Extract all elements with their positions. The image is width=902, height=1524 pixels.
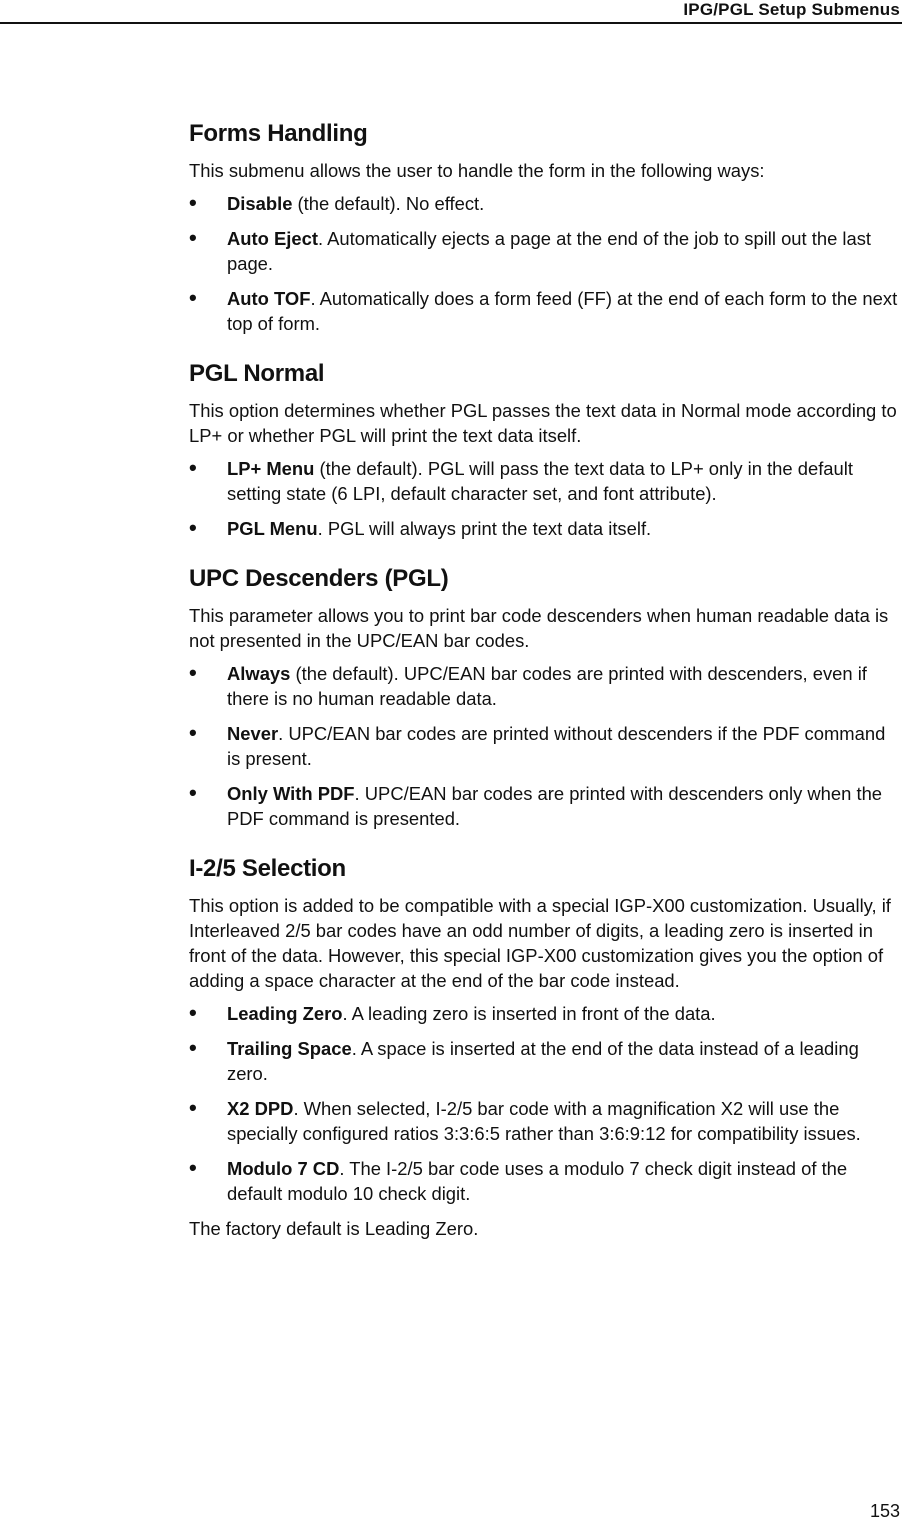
section-upc-descenders <box>189 563 899 831</box>
bullet-icon: • <box>189 285 197 310</box>
page-content <box>189 118 899 1263</box>
list-item <box>189 1036 899 1086</box>
option-term: Only With PDF <box>227 783 355 804</box>
section-intro: This option determines whether PGL passes the text data in Normal mode according to LP+ or whether PGL will print the text data itself. <box>189 400 897 446</box>
option-description: (the default). UPC/EAN bar codes are printed with descenders, even if there is no human readable data. <box>227 663 867 709</box>
section-heading: I-2/5 Selection <box>189 855 346 882</box>
section-intro: This option is added to be compatible with a special IGP-X00 customization. Usually, if Interleaved 2/5 bar codes have an odd number of digits, a leading zero is inserted in front of the data. However, this special IGP-X00 customization gives you the option of adding a space character at the end of the bar code instead. <box>189 895 891 991</box>
section-heading: UPC Descenders (PGL) <box>189 565 449 592</box>
bullet-icon: • <box>189 515 197 540</box>
option-description: . UPC/EAN bar codes are printed with descenders only when the PDF command is presented. <box>227 783 883 829</box>
bullet-icon: • <box>189 720 197 745</box>
option-term: LP+ Menu <box>227 458 315 479</box>
option-term: Auto Eject <box>227 228 318 249</box>
option-description: . PGL will always print the text data itself. <box>317 518 652 539</box>
option-description: . A space is inserted at the end of the data instead of a leading zero. <box>227 1038 859 1084</box>
page-number: 153 <box>869 1501 900 1521</box>
running-header <box>0 0 902 24</box>
option-description: . The I-2/5 bar code uses a modulo 7 check digit instead of the default modulo 10 check digit. <box>227 1158 848 1204</box>
bullet-icon: • <box>189 455 197 480</box>
bullet-icon: • <box>189 1035 197 1060</box>
section-intro: This parameter allows you to print bar code descenders when human readable data is not presented in the UPC/EAN bar codes. <box>189 605 889 651</box>
bullet-icon: • <box>189 1000 197 1025</box>
bullet-icon: • <box>189 1155 197 1180</box>
section-pgl-normal <box>189 358 899 541</box>
list-item <box>189 456 899 506</box>
list-item <box>189 191 899 216</box>
bullet-icon: • <box>189 1095 197 1120</box>
section-forms-handling <box>189 118 899 336</box>
option-term: Leading Zero <box>227 1003 343 1024</box>
list-item <box>189 721 899 771</box>
bullet-icon: • <box>189 190 197 215</box>
option-term: Auto TOF <box>227 288 311 309</box>
option-list <box>189 661 899 831</box>
option-list <box>189 1001 899 1206</box>
option-term: Disable <box>227 193 293 214</box>
closing-note: The factory default is Leading Zero. <box>189 1218 479 1239</box>
option-term: Trailing Space <box>227 1038 352 1059</box>
option-term: Always <box>227 663 291 684</box>
option-list <box>189 456 899 541</box>
option-term: X2 DPD <box>227 1098 294 1119</box>
list-item <box>189 661 899 711</box>
option-term: PGL Menu <box>227 518 318 539</box>
option-description: . Automatically does a form feed (FF) at the end of each form to the next top of form. <box>227 288 898 334</box>
list-item <box>189 226 899 276</box>
section-intro: This submenu allows the user to handle the form in the following ways: <box>189 160 765 181</box>
option-description: . Automatically ejects a page at the end of the job to spill out the last page. <box>227 228 872 274</box>
list-item <box>189 781 899 831</box>
list-item <box>189 1001 899 1026</box>
option-term: Never <box>227 723 279 744</box>
list-item <box>189 1096 899 1146</box>
bullet-icon: • <box>189 780 197 805</box>
bullet-icon: • <box>189 660 197 685</box>
list-item <box>189 516 899 541</box>
list-item <box>189 286 899 336</box>
section-heading: PGL Normal <box>189 360 325 387</box>
option-description: . When selected, I-2/5 bar code with a magnification X2 will use the specially configured ratios 3:3:6:5 rather than 3:6:9:12 for compatibility issues. <box>227 1098 861 1144</box>
section-heading: Forms Handling <box>189 120 368 147</box>
running-header-title: IPG/PGL Setup Submenus <box>683 0 900 19</box>
option-term: Modulo 7 CD <box>227 1158 340 1179</box>
option-list <box>189 191 899 336</box>
option-description: . A leading zero is inserted in front of the data. <box>342 1003 716 1024</box>
list-item <box>189 1156 899 1206</box>
option-description: (the default). No effect. <box>292 193 485 214</box>
option-description: (the default). PGL will pass the text data to LP+ only in the default setting state (6 LPI, default character set, and font attribute). <box>227 458 853 504</box>
section-i25-selection <box>189 853 899 1241</box>
option-description: . UPC/EAN bar codes are printed without descenders if the PDF command is present. <box>227 723 886 769</box>
bullet-icon: • <box>189 225 197 250</box>
